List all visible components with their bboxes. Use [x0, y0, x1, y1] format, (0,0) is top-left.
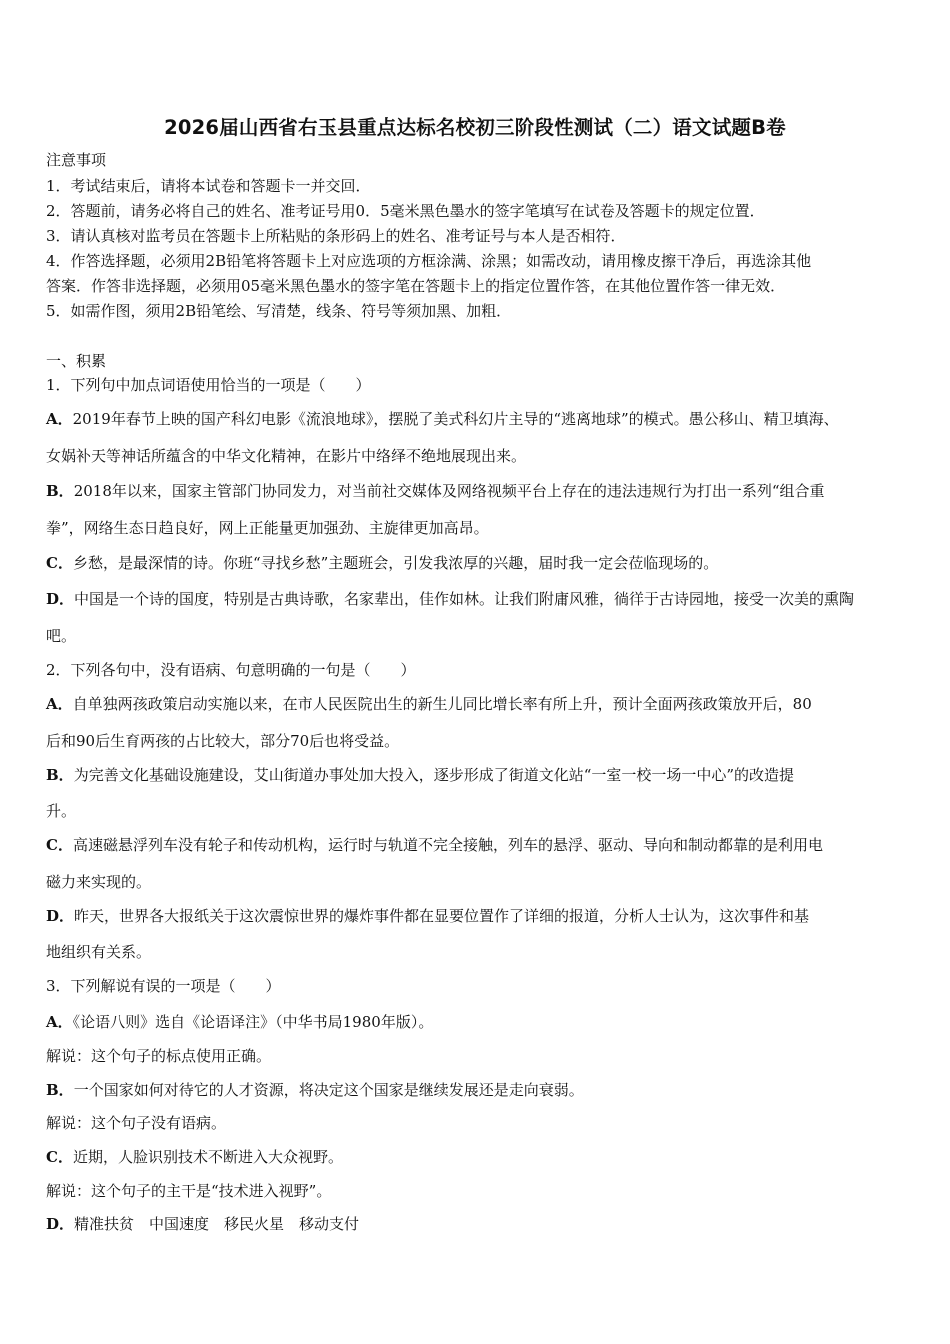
notice-line-2: 2．答题前，请务必将自己的姓名、准考证号用0．5毫米黑色墨水的签字笔填写在试卷及答题卡的规定位置． [46, 202, 765, 220]
section-heading: 一、积累 [46, 352, 107, 370]
q1-option-c [46, 553, 718, 573]
q2-stem: 2．下列各句中，没有语病、句意明确的一句是（ ） [46, 661, 416, 679]
q2-c-text: 高速磁悬浮列车没有轮子和传动机构，运行时与轨道不完全接触，列车的悬浮、驱动、导向和制动都靠的是利用电 [72, 836, 823, 854]
q3-stem: 3．下列解说有误的一项是（ ） [46, 977, 281, 995]
q3-a-text: 《论语八则》选自《论语译注》（中华书局1980年版）。 [72, 1013, 434, 1031]
q1-b-text-cont: 拳”，网络生态日趋良好，网上正能量更加强劲、主旋律更加高昂。 [46, 519, 489, 537]
q3-option-d [46, 1214, 359, 1234]
q2-c-label: C． [46, 836, 73, 854]
q3-b-text: 一个国家如何对待它的人才资源，将决定这个国家是继续发展还是走向衰弱。 [73, 1081, 584, 1099]
notice-line-5: 答案．作答非选择题，必须用05毫米黑色墨水的签字笔在答题卡上的指定位置作答，在其他位置作答一律无效． [46, 277, 786, 295]
notice-line-6: 5．如需作图，须用2B铅笔绘、写清楚，线条、符号等须加黑、加粗． [46, 302, 512, 320]
q2-option-b [46, 765, 794, 785]
notice-heading: 注意事项 [46, 151, 107, 169]
q1-d-text-cont: 吧。 [46, 627, 77, 645]
q3-b-note: 解说：这个句子没有语病。 [46, 1114, 227, 1132]
q2-option-c [46, 835, 823, 855]
q2-b-text-cont: 升。 [46, 802, 77, 820]
page-title: 2026届山西省右玉县重点达标名校初三阶段性测试（二）语文试题B卷 [164, 116, 786, 139]
q1-a-text: 2019年春节上映的国产科幻电影《流浪地球》，摆脱了美式科幻片主导的“逃离地球”的模式。愚公移山、精卫填海、 [72, 410, 839, 428]
q1-option-d [46, 589, 854, 609]
q2-option-d [46, 906, 809, 926]
q1-stem: 1．下列句中加点词语使用恰当的一项是（ ） [46, 376, 371, 394]
q2-d-text: 昨天，世界各大报纸关于这次震惊世界的爆炸事件都在显要位置作了详细的报道，分析人士认为，这次事件和基 [74, 907, 810, 925]
notice-line-1: 1．考试结束后，请将本试卷和答题卡一并交回． [46, 177, 371, 195]
q3-d-text: 精准扶贫 中国速度 移民火星 移动支付 [74, 1215, 360, 1233]
q2-option-a [46, 694, 812, 714]
q2-b-text: 为完善文化基础设施建设，艾山街道办事处加大投入，逐步形成了街道文化站“一室一校一场一中心”的改造提 [73, 766, 795, 784]
notice-line-4: 4．作答选择题，必须用2B铅笔将答题卡上对应选项的方框涂满、涂黑；如需改动，请用橡皮擦干净后，再选涂其他 [46, 252, 812, 270]
q3-option-b [46, 1080, 584, 1100]
q3-a-label: A． [46, 1013, 73, 1031]
q2-d-text-cont: 地组织有关系。 [46, 943, 152, 961]
q2-a-text-cont: 后和90后生育两孩的占比较大，部分70后也将受益。 [46, 732, 400, 750]
q3-c-label: C． [46, 1148, 73, 1166]
q3-a-note: 解说：这个句子的标点使用正确。 [46, 1047, 272, 1065]
q3-c-note: 解说：这个句子的主干是“技术进入视野”。 [46, 1182, 332, 1200]
q2-d-label: D． [46, 907, 75, 925]
q3-c-text: 近期，人脸识别技术不断进入大众视野。 [72, 1148, 343, 1166]
q1-a-text-cont: 女娲补天等神话所蕴含的中华文化精神，在影片中络绎不绝地展现出来。 [46, 447, 527, 465]
q2-c-text-cont: 磁力来实现的。 [46, 873, 152, 891]
q1-b-label: B． [46, 482, 74, 500]
q1-c-label: C． [46, 554, 73, 572]
q3-d-label: D． [46, 1215, 75, 1233]
q3-option-a [46, 1012, 433, 1032]
q3-option-c [46, 1147, 343, 1167]
q1-a-label: A． [46, 410, 73, 428]
q1-b-text: 2018年以来，国家主管部门协同发力，对当前社交媒体及网络视频平台上存在的违法违规行为打出一系列“组合重 [73, 482, 825, 500]
q1-c-text: 乡愁，是最深情的诗。你班“寻找乡愁”主题班会，引发我浓厚的兴趣，届时我一定会莅临现场的。 [72, 554, 719, 572]
q1-option-b [46, 481, 825, 501]
q2-b-label: B． [46, 766, 74, 784]
notice-line-3: 3．请认真核对监考员在答题卡上所粘贴的条形码上的姓名、准考证号与本人是否相符． [46, 227, 626, 245]
q2-a-label: A． [46, 695, 73, 713]
q1-option-a [46, 409, 839, 429]
q2-a-text: 自单独两孩政策启动实施以来，在市人民医院出生的新生儿同比增长率有所上升，预计全面两孩政策放开后，80 [72, 695, 812, 713]
q3-b-label: B． [46, 1081, 74, 1099]
q1-d-label: D． [46, 590, 75, 608]
q1-d-text: 中国是一个诗的国度，特别是古典诗歌，名家辈出，佳作如林。让我们附庸风雅，徜徉于古诗园地，接受一次美的熏陶 [74, 590, 855, 608]
